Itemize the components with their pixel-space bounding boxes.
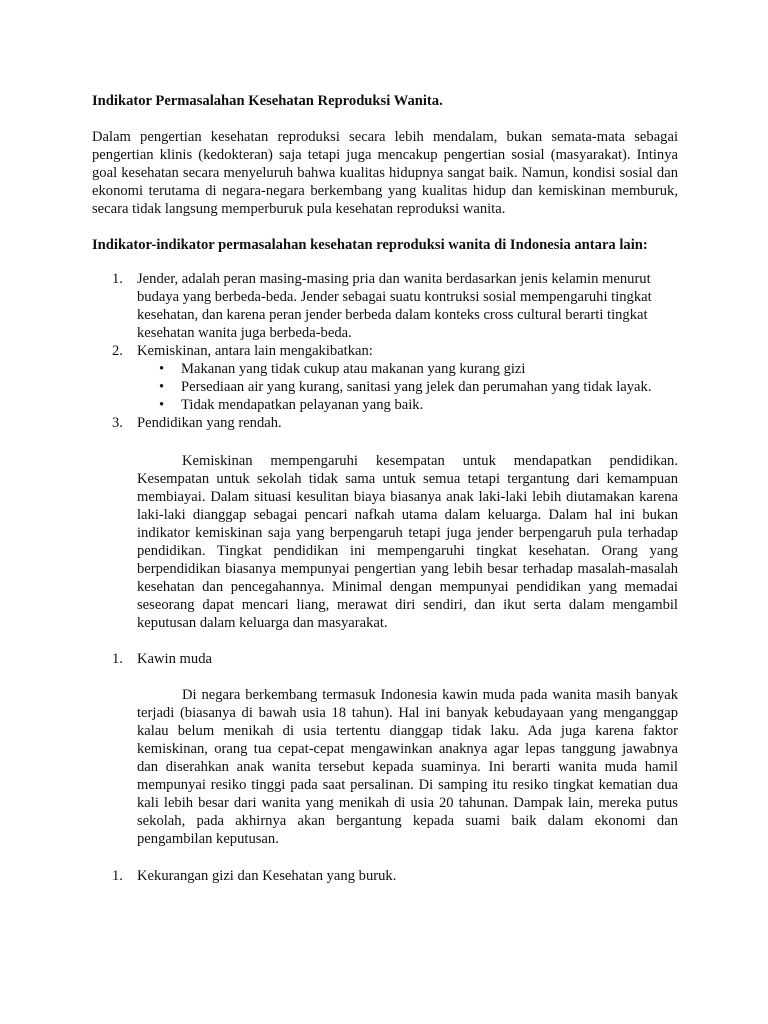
- bullet-text: Persediaan air yang kurang, sanitasi yang jelek dan perumahan yang tidak layak.: [181, 379, 652, 396]
- bullet-icon: •: [159, 379, 165, 396]
- list-number: 2.: [112, 343, 123, 360]
- list-item-text: Kemiskinan, antara lain mengakibatkan:: [137, 343, 373, 360]
- intro-paragraph: Dalam pengertian kesehatan reproduksi secara lebih mendalam, bukan semata-mata sebagai pengertian klinis (kedokteran) saja tetapi juga mencakup pengertian sosial (masyarakat). Intinya goal kesehatan secara menyeluruh bahwa kualitas hidupnya sangat baik. Namun, kondisi sosial dan ekonomi terutama di negara-negara berkembang yang kualitas hidup dan kemiskinan memburuk, secara tidak langsung memperburuk pula kesehatan reproduksi wanita.: [92, 129, 678, 218]
- list-item-gender: [92, 270, 678, 342]
- list-item-text: Pendidikan yang rendah.: [137, 415, 282, 432]
- list-item-education: [92, 414, 678, 432]
- bullet-item: [137, 396, 678, 414]
- list-item-poverty: [92, 342, 678, 414]
- list-item-nutrition: [92, 867, 678, 885]
- bullet-item: [137, 360, 678, 378]
- indicator-list: [92, 270, 678, 433]
- list-number: 1.: [112, 270, 123, 287]
- list-item-text: Jender, adalah peran masing-masing pria dan wanita berdasarkan jenis kelamin menurut budaya yang berbeda-beda. Jender sebagai suatu kontruksi sosial mempengaruhi tingkat kesehatan, dan karena peran jender berbeda dalam konteks cross cultural berarti tingkat kesehatan wanita juga berbeda-beda.: [137, 270, 652, 341]
- list-number: 3.: [112, 415, 123, 432]
- list-number: 1.: [112, 651, 123, 668]
- list-item-text: Kekurangan gizi dan Kesehatan yang buruk.: [137, 868, 397, 885]
- list-item-text: Kawin muda: [137, 651, 212, 668]
- bullet-icon: •: [159, 397, 165, 414]
- document-page: [92, 92, 678, 885]
- document-title: Indikator Permasalahan Kesehatan Reproduksi Wanita.: [92, 93, 443, 109]
- education-paragraph: Kemiskinan mempengaruhi kesempatan untuk mendapatkan pendidikan. Kesempatan untuk sekolah tidak sama untuk semua tetapi tergantung dari kemampuan membiayai. Dalam situasi kesulitan biaya biasanya anak laki-laki lebih diutamakan karena laki-laki dianggap sebagai pencari nafkah utama dalam keluarga. Dalam hal ini bukan indikator kemiskinan saja yang berpengaruh tetapi juga jender berpengaruh pula terhadap pendidikan. Tingkat pendidikan ini mempengaruhi tingkat kesehatan. Orang yang berpendidikan biasanya mempunyai pengertian yang lebih besar terhadap masalah-masalah kesehatan dan pencegahannya. Minimal dengan mempunyai pendidikan yang memadai seseorang dapat mencari liang, merawat diri sendiri, dan ikut serta dalam mengambil keputusan dalam keluarga dan masyarakat.: [137, 452, 678, 632]
- marriage-list: [92, 650, 678, 668]
- indicators-subheading: Indikator-indikator permasalahan kesehatan reproduksi wanita di Indonesia antara lain:: [92, 236, 648, 253]
- list-item-early-marriage: [92, 650, 678, 668]
- bullet-icon: •: [159, 361, 165, 378]
- marriage-paragraph: Di negara berkembang termasuk Indonesia kawin muda pada wanita masih banyak terjadi (biasanya di bawah usia 18 tahun). Hal ini banyak kebudayaan yang menganggap kalau belum menikah di usia tertentu dianggap tidak laku. Ada juga karena faktor kemiskinan, orang tua cepat-cepat mengawinkan anaknya agar lepas tanggung jawabnya dan diserahkan anak wanita tersebut kepada suaminya. Ini berarti wanita muda hamil mempunyai resiko tinggi pada saat persalinan. Di samping itu resiko tingkat kematian dua kali lebih besar dari wanita yang menikah di usia 20 tahunan. Dampak lain, mereka putus sekolah, pada akhirnya akan bergantung kepada suami baik dalam ekonomi dan pengambilan keputusan.: [137, 686, 678, 848]
- list-number: 1.: [112, 868, 123, 885]
- bullet-item: [137, 378, 678, 396]
- nutrition-list: [92, 867, 678, 885]
- bullet-text: Makanan yang tidak cukup atau makanan yang kurang gizi: [181, 361, 526, 378]
- poverty-bullets: [137, 360, 678, 414]
- bullet-text: Tidak mendapatkan pelayanan yang baik.: [181, 397, 424, 414]
